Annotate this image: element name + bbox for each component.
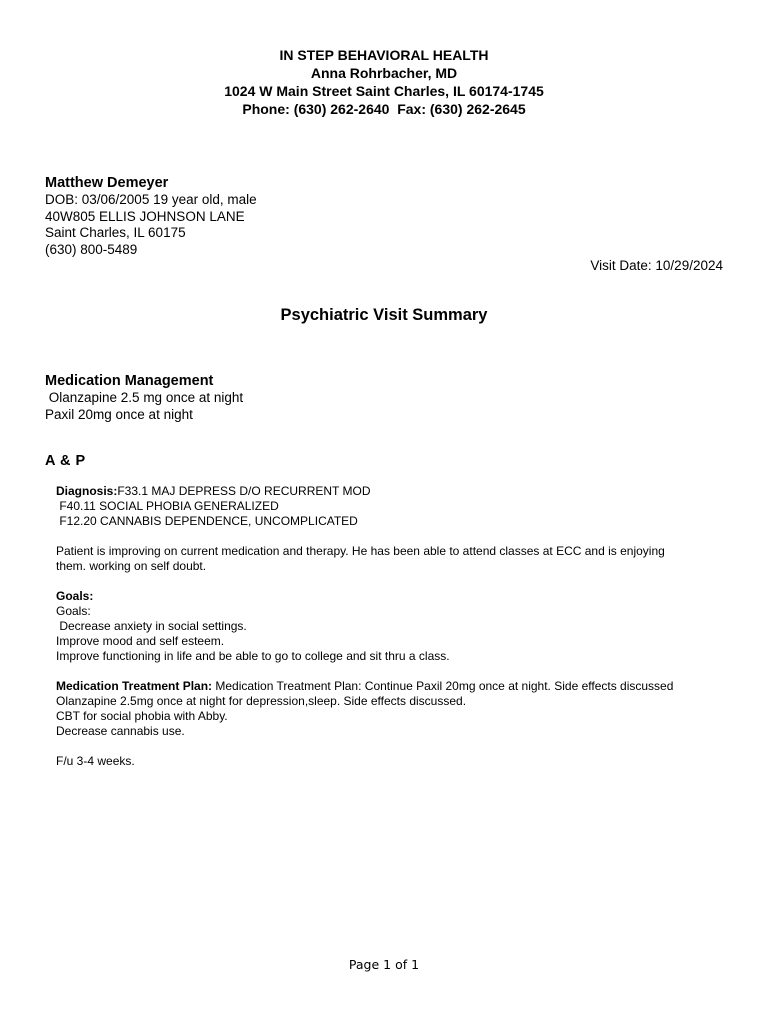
- narrative-line: Patient is improving on current medication and therapy. He has been able to attend classes at ECC and is enjoying: [56, 544, 665, 558]
- diagnosis-code: F12.20 CANNABIS DEPENDENCE, UNCOMPLICATED: [56, 514, 358, 528]
- patient-phone: (630) 800-5489: [45, 242, 138, 258]
- goal-item: Improve mood and self esteem.: [56, 634, 225, 648]
- spacer: [56, 574, 716, 589]
- narrative-line: them. working on self doubt.: [56, 559, 207, 573]
- practice-address: 1024 W Main Street Saint Charles, IL 60174-1745: [224, 83, 544, 99]
- patient-dob: DOB: 03/06/2005 19 year old, male: [45, 192, 257, 207]
- ap-heading: A & P: [45, 453, 86, 469]
- patient-info: [45, 174, 725, 259]
- plan-line: [56, 679, 716, 694]
- plan-item: Decrease cannabis use.: [56, 724, 185, 738]
- plan-item: CBT for social phobia with Abby.: [56, 709, 228, 723]
- spacer: [56, 529, 716, 544]
- medication-management-heading: Medication Management: [45, 373, 214, 389]
- followup-line: F/u 3-4 weeks.: [56, 754, 135, 768]
- goals-label: Goals:: [56, 589, 94, 603]
- goal-item: Goals:: [56, 604, 91, 618]
- patient-city: Saint Charles, IL 60175: [45, 225, 186, 241]
- diagnosis-label: Diagnosis:: [56, 484, 118, 498]
- patient-name: Matthew Demeyer: [45, 175, 169, 191]
- plan-item: Olanzapine 2.5mg once at night for depression,sleep. Side effects discussed.: [56, 694, 467, 708]
- diagnosis-code: F33.1 MAJ DEPRESS D/O RECURRENT MOD: [117, 484, 371, 498]
- page-number: Page 1 of 1: [348, 957, 420, 972]
- physician-name: Anna Rohrbacher, MD: [310, 65, 458, 81]
- practice-phone-fax: Phone: (630) 262-2640 Fax: (630) 262-2645: [242, 101, 526, 117]
- medication-management-section: [45, 372, 725, 423]
- goal-item: Improve functioning in life and be able to go to college and sit thru a class.: [56, 649, 450, 663]
- plan-text: Medication Treatment Plan: Continue Paxil 20mg once at night. Side effects discussed: [212, 679, 674, 693]
- plan-label: Medication Treatment Plan:: [56, 679, 213, 693]
- assessment-plan-section: [56, 484, 716, 769]
- visit-date: Visit Date: 10/29/2024: [590, 258, 723, 273]
- medication-item: Paxil 20mg once at night: [45, 406, 193, 422]
- page-title: Psychiatric Visit Summary: [280, 306, 488, 324]
- practice-header: [0, 46, 768, 118]
- diagnosis-line: [56, 484, 716, 499]
- spacer: [56, 664, 716, 679]
- goal-item: Decrease anxiety in social settings.: [56, 619, 247, 633]
- patient-street: 40W805 ELLIS JOHNSON LANE: [45, 208, 245, 224]
- medication-item: Olanzapine 2.5 mg once at night: [45, 390, 244, 405]
- spacer: [56, 739, 716, 754]
- practice-name: IN STEP BEHAVIORAL HEALTH: [279, 47, 489, 63]
- diagnosis-code: F40.11 SOCIAL PHOBIA GENERALIZED: [56, 499, 279, 513]
